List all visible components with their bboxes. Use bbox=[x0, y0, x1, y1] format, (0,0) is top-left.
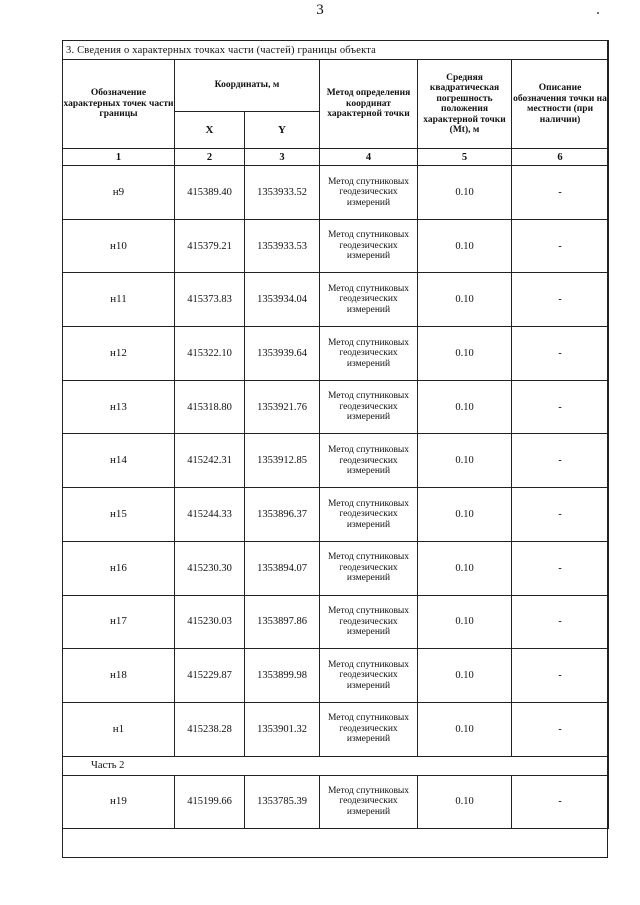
accuracy-value: 0.10 bbox=[418, 702, 512, 756]
column-number: 6 bbox=[512, 149, 609, 166]
point-id: н9 bbox=[63, 166, 175, 220]
table-row bbox=[63, 380, 609, 434]
header-point-designation: Обозначение характерных точек части границы bbox=[63, 60, 175, 149]
point-id: н14 bbox=[63, 434, 175, 488]
header-coordinates: Координаты, м bbox=[175, 60, 320, 112]
method-cell: Метод спутниковых геодезических измерений bbox=[320, 219, 418, 273]
point-id: н13 bbox=[63, 380, 175, 434]
description-cell: - bbox=[512, 775, 609, 828]
coordinate-y: 1353894.07 bbox=[245, 541, 320, 595]
accuracy-value: 0.10 bbox=[418, 380, 512, 434]
table-row bbox=[63, 166, 609, 220]
description-cell: - bbox=[512, 649, 609, 703]
description-cell: - bbox=[512, 541, 609, 595]
accuracy-value: 0.10 bbox=[418, 541, 512, 595]
table-row bbox=[63, 775, 609, 828]
accuracy-value: 0.10 bbox=[418, 775, 512, 828]
point-id: н1 bbox=[63, 702, 175, 756]
point-id: н19 bbox=[63, 775, 175, 828]
description-cell: - bbox=[512, 219, 609, 273]
description-cell: - bbox=[512, 488, 609, 542]
method-cell: Метод спутниковых геодезических измерений bbox=[320, 273, 418, 327]
method-cell: Метод спутниковых геодезических измерений bbox=[320, 702, 418, 756]
method-cell: Метод спутниковых геодезических измерений bbox=[320, 488, 418, 542]
description-cell: - bbox=[512, 380, 609, 434]
characteristic-points-table bbox=[62, 40, 609, 829]
coordinate-y: 1353912.85 bbox=[245, 434, 320, 488]
accuracy-value: 0.10 bbox=[418, 166, 512, 220]
table-row bbox=[63, 649, 609, 703]
column-number: 4 bbox=[320, 149, 418, 166]
header-description: Описание обозначения точки на местности (при наличии) bbox=[512, 60, 609, 149]
accuracy-value: 0.10 bbox=[418, 488, 512, 542]
coordinate-y: 1353921.76 bbox=[245, 380, 320, 434]
column-number: 1 bbox=[63, 149, 175, 166]
method-cell: Метод спутниковых геодезических измерений bbox=[320, 649, 418, 703]
coordinate-x: 415373.83 bbox=[175, 273, 245, 327]
part-2-title: Часть 2 bbox=[63, 756, 609, 775]
method-cell: Метод спутниковых геодезических измерений bbox=[320, 595, 418, 649]
method-cell: Метод спутниковых геодезических измерений bbox=[320, 434, 418, 488]
coordinate-y: 1353933.53 bbox=[245, 219, 320, 273]
coordinate-y: 1353899.98 bbox=[245, 649, 320, 703]
coordinate-y: 1353897.86 bbox=[245, 595, 320, 649]
column-number: 2 bbox=[175, 149, 245, 166]
accuracy-value: 0.10 bbox=[418, 219, 512, 273]
coordinate-y: 1353896.37 bbox=[245, 488, 320, 542]
method-cell: Метод спутниковых геодезических измерений bbox=[320, 327, 418, 381]
coordinate-x: 415238.28 bbox=[175, 702, 245, 756]
method-cell: Метод спутниковых геодезических измерений bbox=[320, 166, 418, 220]
coordinate-x: 415379.21 bbox=[175, 219, 245, 273]
accuracy-value: 0.10 bbox=[418, 434, 512, 488]
description-cell: - bbox=[512, 702, 609, 756]
header-method: Метод определения координат характерной точки bbox=[320, 60, 418, 149]
point-id: н16 bbox=[63, 541, 175, 595]
accuracy-value: 0.10 bbox=[418, 327, 512, 381]
accuracy-value: 0.10 bbox=[418, 273, 512, 327]
point-id: н10 bbox=[63, 219, 175, 273]
coordinate-x: 415244.33 bbox=[175, 488, 245, 542]
coordinate-x: 415318.80 bbox=[175, 380, 245, 434]
table-row bbox=[63, 273, 609, 327]
description-cell: - bbox=[512, 434, 609, 488]
description-cell: - bbox=[512, 166, 609, 220]
coordinate-x: 415199.66 bbox=[175, 775, 245, 828]
column-number: 5 bbox=[418, 149, 512, 166]
description-cell: - bbox=[512, 595, 609, 649]
method-cell: Метод спутниковых геодезических измерений bbox=[320, 775, 418, 828]
accuracy-value: 0.10 bbox=[418, 649, 512, 703]
table-row bbox=[63, 434, 609, 488]
point-id: н18 bbox=[63, 649, 175, 703]
coordinate-y: 1353785.39 bbox=[245, 775, 320, 828]
description-cell: - bbox=[512, 327, 609, 381]
header-accuracy: Средняя квадратическая погрешность положения характерной точки (Mt), м bbox=[418, 60, 512, 149]
point-id: н11 bbox=[63, 273, 175, 327]
table-row bbox=[63, 488, 609, 542]
coordinate-y: 1353901.32 bbox=[245, 702, 320, 756]
point-id: н15 bbox=[63, 488, 175, 542]
coordinate-y: 1353939.64 bbox=[245, 327, 320, 381]
page-number: 3 bbox=[316, 2, 324, 18]
coordinate-x: 415322.10 bbox=[175, 327, 245, 381]
coordinate-x: 415229.87 bbox=[175, 649, 245, 703]
coordinate-y: 1353933.52 bbox=[245, 166, 320, 220]
column-number: 3 bbox=[245, 149, 320, 166]
table-row bbox=[63, 595, 609, 649]
coordinate-x: 415389.40 bbox=[175, 166, 245, 220]
table-row bbox=[63, 219, 609, 273]
coordinate-x: 415230.30 bbox=[175, 541, 245, 595]
point-id: н12 bbox=[63, 327, 175, 381]
point-id: н17 bbox=[63, 595, 175, 649]
table-row bbox=[63, 327, 609, 381]
header-y: Y bbox=[245, 112, 320, 149]
coordinate-y: 1353934.04 bbox=[245, 273, 320, 327]
column-numbers-row bbox=[63, 149, 609, 166]
table-row bbox=[63, 541, 609, 595]
table-row bbox=[63, 702, 609, 756]
scan-speck bbox=[597, 12, 599, 14]
part-2-row bbox=[63, 756, 609, 775]
method-cell: Метод спутниковых геодезических измерений bbox=[320, 380, 418, 434]
coordinate-x: 415230.03 bbox=[175, 595, 245, 649]
description-cell: - bbox=[512, 273, 609, 327]
method-cell: Метод спутниковых геодезических измерений bbox=[320, 541, 418, 595]
section-title: 3. Сведения о характерных точках части (частей) границы объекта bbox=[63, 41, 609, 60]
accuracy-value: 0.10 bbox=[418, 595, 512, 649]
header-x: X bbox=[175, 112, 245, 149]
coordinate-x: 415242.31 bbox=[175, 434, 245, 488]
